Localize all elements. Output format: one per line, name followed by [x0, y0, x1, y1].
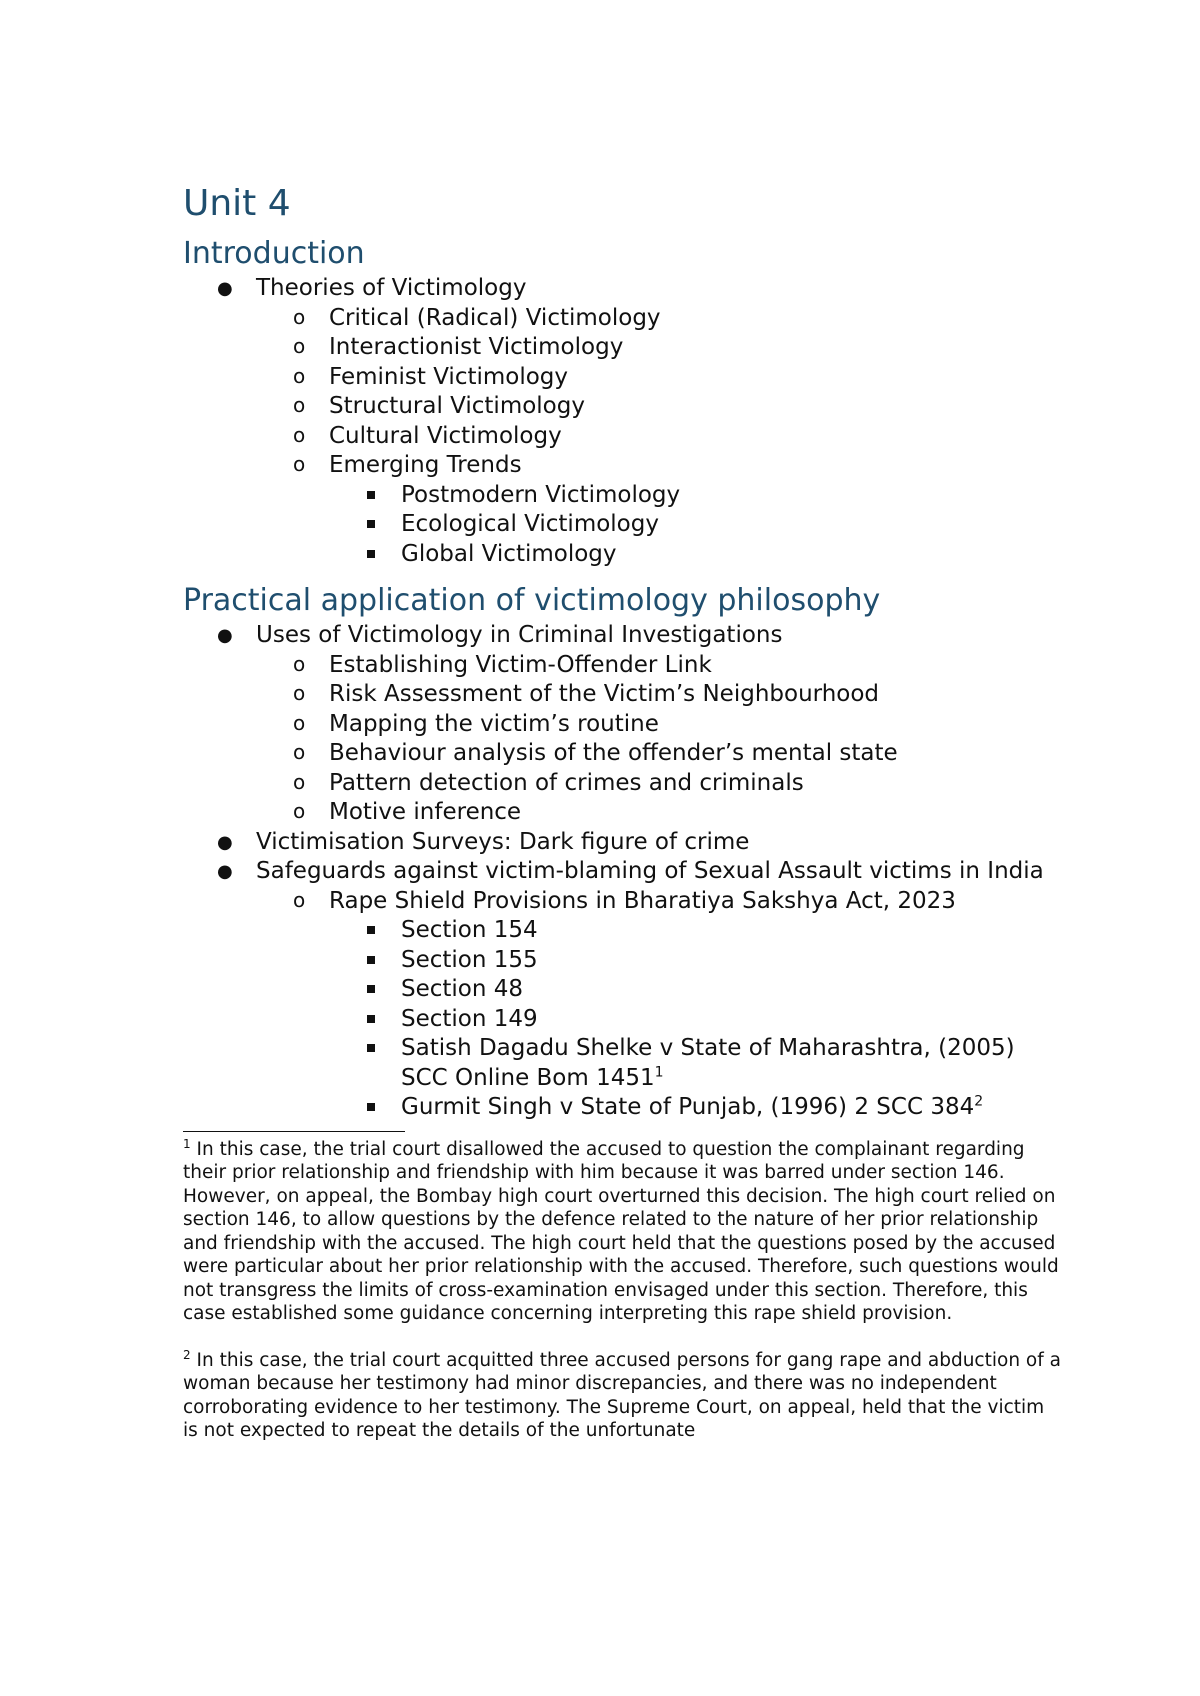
circle-bullet-icon: o — [293, 740, 306, 764]
footnote-ref-1[interactable]: 1 — [654, 1063, 664, 1080]
square-bullet-icon — [367, 1103, 375, 1111]
list-item: ● Safeguards against victim-blaming of Sexual Assault victims in India o Rape Shield Provisions in Bharatiya Sakshya Act, 2023 Section 154 Section 155 Section 48 Section 149 Satish Dagadu Shelke v State of Maharashtra, (2005) SCC Online Bom 1451$^1$ Gurmit Singh v State of Punjab, (1996) 2 SCC $384^2$ — [183, 857, 1063, 1123]
list-item: o Structural Victimology — [293, 393, 585, 419]
circle-bullet-icon: o — [293, 710, 306, 735]
sub-list — [256, 887, 1063, 1123]
bullet-icon: ● — [217, 278, 233, 299]
list-item: o Pattern detection of crimes and criminals — [293, 769, 804, 796]
footnotes — [183, 1138, 1063, 1443]
page-title: Unit 4 — [183, 183, 291, 224]
list-item: Section 154 — [329, 916, 1063, 946]
list-item: Section 155 — [329, 946, 1063, 976]
list-item: o Critical (Radical) Victimology — [293, 304, 661, 331]
circle-bullet-icon: o — [293, 334, 306, 358]
list-item: o Risk Assessment of the Victim’s Neighbourhood — [293, 681, 880, 707]
introduction-list — [183, 274, 1063, 569]
section-heading-practical-application: Practical application of victimology philosophy — [183, 583, 881, 618]
square-bullet-icon — [367, 956, 375, 964]
list-item: o Motive inference — [293, 799, 522, 825]
list-item: Global Victimology — [329, 540, 1063, 570]
footnote-1 — [183, 1138, 1063, 1326]
circle-bullet-icon: o — [293, 769, 306, 794]
circle-bullet-icon: o — [293, 799, 306, 823]
square-bullet-icon — [367, 1015, 375, 1023]
circle-bullet-icon: o — [293, 681, 306, 705]
square-bullet-icon — [367, 1044, 375, 1052]
sub-list — [256, 651, 1063, 828]
circle-bullet-icon: o — [293, 651, 306, 676]
footnote-text: In this case, the trial court disallowed the accused to question the complainant regarding their prior relationship and friendship with him because it was barred under section 146. However, on appeal, the Bombay high court overturned this decision. The high court relied on section 146, to allow questions by the defence related to the nature of her prior relationship and friendship with the accused. The high court held that the questions posed by the accused were particular about her prior relationship with the accused. Therefore, such questions would not transgress the limits of cross-examination envisaged under this section. Therefore, this case established some guidance concerning interpreting this rape shield provision. — [183, 1138, 1059, 1324]
list-item: ● Theories of Victimology o Critical (Radical) Victimology o Interactionist Victimology o Feminist Victimology o Structural Victimology o Cultural Victimology o Emerging Trends Postmodern Victimology Ecological Victimology Global Victimology — [183, 274, 1063, 569]
footnote-text: In this case, the trial court acquitted three accused persons for gang rape and abduction of a woman because her testimony had minor discrepancies, and there was no independent corroborating evidence to her testimony. The Supreme Court, on appeal, held that the victim is not expected to repeat the details of the unfortunate — [183, 1349, 1061, 1441]
footnote-mark: 1 — [183, 1136, 191, 1151]
circle-bullet-icon: o — [293, 363, 306, 388]
sub-list — [256, 304, 1063, 570]
bullet-icon: ● — [217, 831, 233, 853]
bullet-icon: ● — [217, 625, 233, 646]
list-item: o Rape Shield Provisions in Bharatiya Sakshya Act, 2023 Section 154 Section 155 Section 48 Section 149 Satish Dagadu Shelke v State of Maharashtra, (2005) SCC Online Bom 1451$^1$ Gurmit Singh v State of Punjab, (1996) 2 SCC $384^2$ — [256, 887, 1063, 1123]
list-item: o Emerging Trends Postmodern Victimology Ecological Victimology Global Victimology — [256, 451, 1063, 569]
footnote-ref-2[interactable]: 2 — [974, 1093, 984, 1110]
list-item: o Mapping the victim’s routine — [293, 710, 659, 737]
circle-bullet-icon: o — [293, 887, 306, 912]
list-item: o Cultural Victimology — [293, 422, 562, 449]
circle-bullet-icon: o — [293, 452, 306, 476]
list-item: Ecological Victimology — [329, 510, 1063, 540]
list-item: o Interactionist Victimology — [293, 334, 624, 360]
square-bullet-icon — [367, 550, 375, 558]
footnote-mark: 2 — [183, 1347, 191, 1362]
document-page — [183, 180, 1063, 1443]
bullet-icon: ● — [217, 861, 233, 882]
section-heading-introduction: Introduction — [183, 236, 365, 271]
square-bullet-icon — [367, 491, 375, 499]
list-item: Postmodern Victimology — [329, 481, 1063, 511]
square-bullet-icon — [367, 520, 375, 528]
list-item: Gurmit Singh v State of Punjab, (1996) 2 SCC $384^2$ — [329, 1093, 1063, 1123]
list-item: o Feminist Victimology — [293, 363, 569, 390]
list-item: Satish Dagadu Shelke v State of Maharashtra, (2005) SCC Online Bom 1451$^1$ — [329, 1034, 1063, 1093]
square-bullet-icon — [367, 985, 375, 993]
list-item: o Establishing Victim-Offender Link — [293, 651, 712, 678]
footnote-2 — [183, 1349, 1063, 1443]
circle-bullet-icon: o — [293, 304, 306, 329]
circle-bullet-icon: o — [293, 422, 306, 447]
list-item: o Behaviour analysis of the offender’s mental state — [293, 740, 898, 766]
list-item: ● Victimisation Surveys: Dark figure of crime — [183, 828, 1063, 858]
practical-application-list — [183, 621, 1063, 1123]
footnote-divider — [183, 1131, 405, 1132]
sub-sub-list — [329, 916, 1063, 1123]
sub-sub-list — [329, 481, 1063, 570]
square-bullet-icon — [367, 926, 375, 934]
circle-bullet-icon: o — [293, 393, 306, 417]
list-item: Section 149 — [329, 1005, 1063, 1035]
list-item: Section 48 — [329, 975, 1063, 1005]
list-item: ● Uses of Victimology in Criminal Investigations o Establishing Victim-Offender Link o Risk Assessment of the Victim’s Neighbourhood o Mapping the victim’s routine o Behaviour analysis of the offender’s mental state o Pattern detection of crimes and criminals o Motive inference — [183, 621, 1063, 828]
